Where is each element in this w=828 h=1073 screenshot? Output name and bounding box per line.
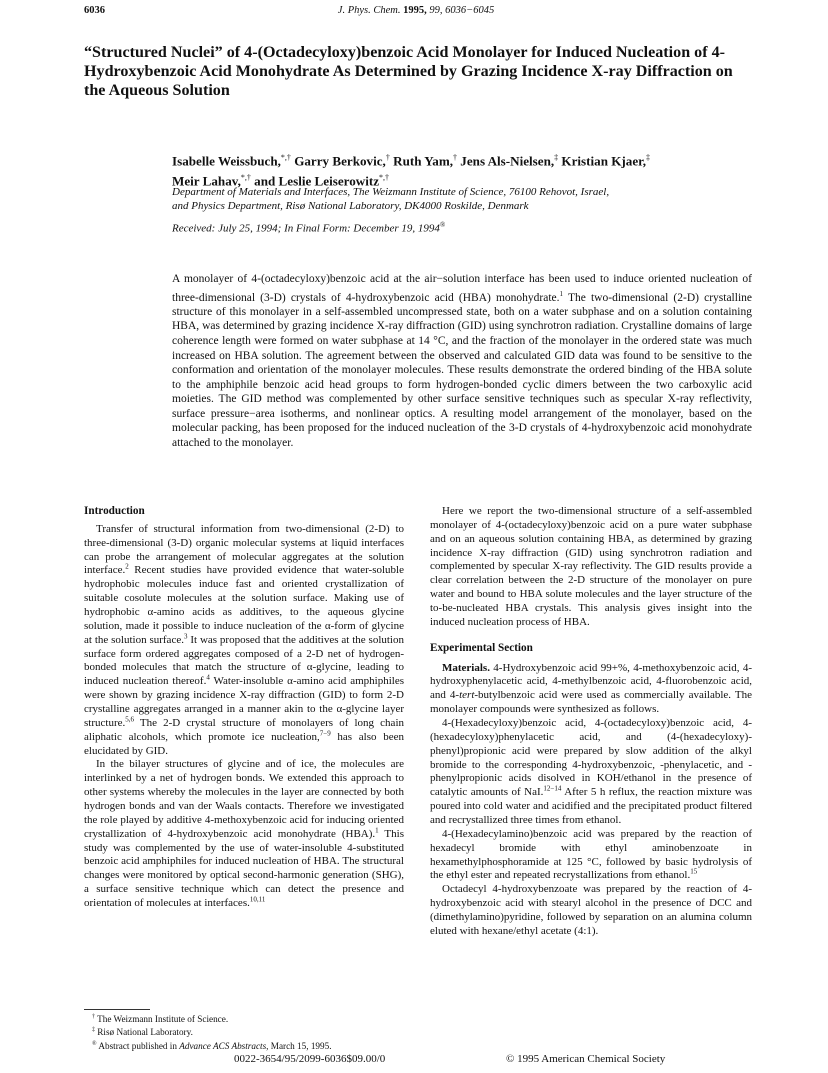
author-name: Isabelle Weissbuch, <box>172 153 281 169</box>
page-number: 6036 <box>84 5 105 16</box>
journal-name: J. Phys. Chem. <box>337 5 401 16</box>
author-list: Isabelle Weissbuch,*,† Garry Berkovic,† Ruth Yam,† Jens Als-Nielsen,‡ Kristian Kjaer,‡ Meir Lahav,*,† and Leslie Leiserowitz*,† <box>172 153 651 189</box>
reference-superscript: 3 <box>183 632 188 641</box>
affiliations <box>172 185 752 213</box>
reference-superscript: 5,6 <box>125 715 134 724</box>
intro-paragraph-1 <box>84 523 404 759</box>
footnote-2: ‡ Risø National Laboratory. <box>92 1027 193 1038</box>
article-title: “Structured Nuclei” of 4-(Octadecyloxy)benzoic Acid Monolayer for Induced Nucleation of 4-Hydroxybenzoic Acid Monohydrate As Determined by Grazing Incidence X-ray Diffraction on the Aqueous Solution <box>84 44 733 99</box>
journal-reference <box>84 5 748 16</box>
author-affiliation-mark: ‡ <box>646 153 651 162</box>
page-footer <box>84 1053 752 1067</box>
reference-superscript: 2 <box>125 562 129 571</box>
copyright-notice: © 1995 American Chemical Society <box>506 1053 666 1065</box>
text-run: has also been elucidated by GID. <box>84 730 404 757</box>
author-affiliation-mark: *,† <box>280 153 291 162</box>
author-name: Kristian Kjaer, <box>561 153 647 169</box>
reference-superscript: 7−9 <box>319 729 331 738</box>
text-run: In the bilayer structures of glycine and of ice, the molecules are interlinked by a net of hydrogen bonds. We extended this approach to other systems whereby the molecules in the layer are connected by both hydrogen bonds and van der Waals contacts. Therefore we investigated the role played by additive 4-methoxybenzoic acid for inducing oriented crystallization of 4-hydroxybenzoic acid monohydrate (HBA). <box>84 758 404 840</box>
received-mark: ® <box>439 221 446 229</box>
author-affiliation-mark: † <box>453 153 458 162</box>
author-name: Meir Lahav, <box>172 173 241 189</box>
text-run: The 2-D crystal structure of monolayers of long chain aliphatic alcohols, which promote ice nucleation, <box>84 716 404 743</box>
reference-superscript: 15 <box>690 867 698 876</box>
synthesis-paragraph-3 <box>430 883 752 938</box>
materials-runin: Materials. <box>442 661 490 674</box>
text-run: -butylbenzoic acid were used as commercially available. The monolayer compounds were synthesized as follows. <box>430 689 752 716</box>
footnote-3: ® Abstract published in Advance ACS Abstracts, March 15, 1995. <box>92 1040 332 1051</box>
reference-superscript: 12−14 <box>543 784 562 793</box>
author-affiliation-mark: *,† <box>240 172 251 182</box>
issn-code: 0022-3654/95/2099-6036$09.00/0 <box>234 1053 386 1065</box>
text-run: A monolayer of 4-(octadecyloxy)benzoic acid at the air−solution interface has been used to induce oriented nucleation of three-dimensional (3-D) crystals of 4-hydroxybenzoic acid (HBA) monohydrate. <box>172 273 752 304</box>
author-affiliation-mark: *,† <box>379 172 390 182</box>
running-header <box>84 5 748 21</box>
right-column <box>430 505 752 939</box>
italic-text: tert <box>459 689 475 702</box>
text-run: Recent studies have provided evidence that water-soluble hydrophobic molecules induce fast and oriented crystallization of suitable cosolute molecules at the solution surface. Making use of hydrophobic α-amino acids as additives, to the aqueous glycine solution, made it possible to induce nucleation of the α-form of glycine at the solution surface. <box>84 564 404 646</box>
text-run: Water-insoluble α-amino acid amphiphiles were shown by grazing incidence X-ray diffraction (GID) to form 2-D crystalline aggregates arranged in a manner akin to the α-glycine layer structure. <box>84 675 404 729</box>
text-run: The two-dimensional (2-D) crystalline structure of this monolayer in a self-assembled uncompressed state, both on a water subphase and on a solution containing HBA, was determined by grazing incidence X-ray diffraction (GID) using synchrotron radiation. Crystalline domains of large coherence length were formed on water subphase at 14 °C, and the fraction of the monolayer in the ordered state was much increased on HBA solution. The agreement between the observed and calculated GID data was found to be sensitive to the conformation and orientation of the monolayer molecules. These results demonstrate the ordered binding of the HBA solute to the amphiphile benzoic acid head groups to form hydrogen-bonded cyclic dimers between the two carboxylic acid moieties. The GID method was complemented by other surface sensitive techniques such as specular X-ray reflectivity, surface pressure−area isotherms, and nonlinear optics. A resulting model arrangement of the monolayer, based on the molecular packing, has been proposed for the induced nucleation of the 3-D crystals of 4-hydroxybenzoic acid monohydrate attached to the monolayer. <box>172 291 752 449</box>
synthesis-paragraph-1 <box>430 717 752 828</box>
journal-year: 1995, <box>403 5 427 16</box>
intro-paragraph-3 <box>430 505 752 630</box>
author-affiliation-mark: † <box>385 153 390 162</box>
author-name: Leslie Leiserowitz <box>278 173 380 189</box>
introduction-heading: Introduction <box>84 505 145 517</box>
text-run: 4-(Hexadecyloxy)benzoic acid, 4-(octadecyloxy)benzoic acid, 4-(hexadecyloxy)phenylacetic acid, and (4-(hexadecyloxy)-phenyl)propionic acid were prepared by slow addition of the alkyl bromide to the corresponding 4-hydroxybenzoic, -phenylacetic, and -phenylpropionic acids disolved in KOH/ethanol in the presence of catalytic amounts of NaI. <box>430 717 752 799</box>
received-text: Received: July 25, 1994; In Final Form: December 19, 1994 <box>172 222 440 235</box>
footnote-rule <box>84 1009 150 1010</box>
text-run: Here we report the two-dimensional structure of a self-assembled monolayer of 4-(octadecyloxy)benzoic acid on a pure water subphase and on an aqueous solution containing HBA, as determined by grazing incidence X-ray diffraction (GID) using synchrotron radiation and complemented by specular X-ray reflectivity. The GID results provide a clear correlation between the 2-D structure of the monolayer on pure water and bound to HBA solute molecules and the layer structure of the to-be-nucleated HBA crystals. This analysis gives insight into the induced nucleation process of HBA. <box>430 505 752 628</box>
author-name: Jens Als-Nielsen, <box>460 153 555 169</box>
author-affiliation-mark: ‡ <box>554 153 559 162</box>
author-name: Garry Berkovic, <box>294 153 386 169</box>
text-run: Octadecyl 4-hydroxybenzoate was prepared by the reaction of 4-hydroxybenzoic acid with stearyl alcohol in the presence of DCC and (dimethylamino)pyridine, followed by separation on an alumina column eluted with hexane/ethyl acetate (4:1). <box>430 883 752 937</box>
author-name: Ruth Yam, <box>393 153 454 169</box>
reference-superscript: 1 <box>559 289 564 298</box>
left-column <box>84 505 404 911</box>
footnote-1: † The Weizmann Institute of Science. <box>92 1014 229 1025</box>
abstract <box>172 272 752 450</box>
text-run: Transfer of structural information from two-dimensional (2-D) to three-dimensional (3-D) organic molecular systems at liquid interfaces can probe the arrangement of molecular aggregates at the solution interface. <box>84 522 404 577</box>
text-run: 4-Hydroxybenzoic acid 99+%, 4-methoxybenzoic acid, 4-hydroxyphenylacetic acid, 4-methylbenzoic acid, 4-fluorobenzoic acid, and 4- <box>430 661 752 702</box>
footnotes <box>92 1012 404 1052</box>
affiliation-line-1: Department of Materials and Interfaces, The Weizmann Institute of Science, 76100 Rehovot, Israel, <box>172 186 610 198</box>
affiliation-line-2: and Physics Department, Risø National Laboratory, DK4000 Roskilde, Denmark <box>172 200 529 212</box>
text-run: This study was complemented by the use of water-insoluble 4-substituted benzoic acid amphiphiles for induced nucleation of HBA. The structural changes were monitored by optical second-harmonic generation (SHG), a surface sensitive technique which can detect the presence and orientation of molecules at interfaces. <box>84 827 404 910</box>
intro-paragraph-2 <box>84 758 404 910</box>
reference-superscript: 10,11 <box>249 895 266 904</box>
synthesis-paragraph-2 <box>430 828 752 883</box>
reference-superscript: 1 <box>375 826 379 835</box>
text-run: After 5 h reflux, the reaction mixture was poured into cold water and acidified and the precipitated product filtered and recrystallized three times from ethanol. <box>430 786 752 827</box>
experimental-heading: Experimental Section <box>430 641 533 654</box>
materials-paragraph <box>430 662 752 717</box>
reference-superscript: 4 <box>206 673 210 682</box>
text-run: 4-(Hexadecylamino)benzoic acid was prepared by the reaction of hexadecyl bromide with ethyl aminobenzoate in hexamethylphosphoramide at 125 °C, followed by basic hydrolysis of the ethyl ester and repeated recrystallizations from ethanol. <box>430 827 752 882</box>
journal-volume-pages: 99, 6036−6045 <box>429 5 495 16</box>
received-dates <box>172 221 752 235</box>
text-run: It was proposed that the additives at the solution surface form ordered aggregates composed of a 2-D net of hydrogen-bonded molecules that match the structure of α-glycine, leading to induced nucleation thereof. <box>84 633 404 688</box>
